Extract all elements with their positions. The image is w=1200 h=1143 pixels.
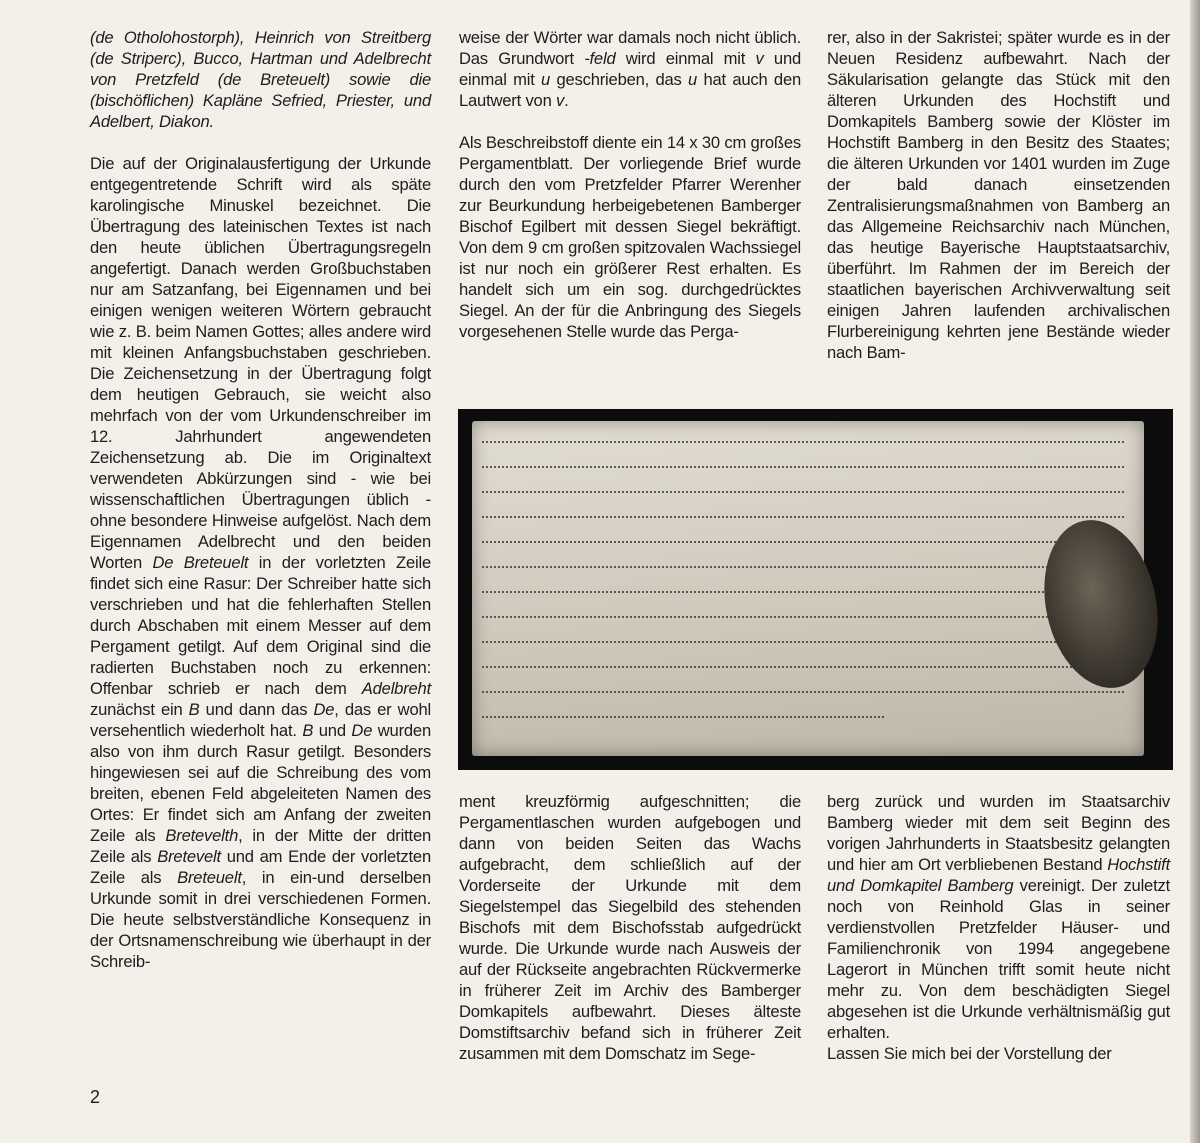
italic-term: Bretevelth	[165, 826, 239, 845]
manuscript-line	[482, 466, 1124, 470]
text-run: und	[313, 721, 352, 740]
text-column-middle-top	[459, 27, 801, 342]
manuscript-line	[482, 666, 1124, 670]
text-run: zunächst ein	[90, 700, 189, 719]
text-run: hat auch den Lautwert von	[459, 70, 802, 110]
archive-history-paragraph: rer, also in der Sakristei; später wurde es in der Neuen Residenz aufbewahrt. Nach der Säkularisation gelangte das Stück mit den älteren Urkunden des Hochstift und Domkapitels Bamberg sowie der Klöster im Hochstift Bamberg in den Besitz des Staates; die älteren Urkunden vor 1401 wurden im Zuge der bald danach einsetzenden Zentralisierungsmaßnahmen von Bamberg an das Allgemeine Reichsarchiv nach München, das heutige Bayerische Hauptstaatsarchiv, überführt. Im Rahmen der im Bereich der staatlichen bayerischen Archivverwaltung seit einigen Jahren laufenden archivalischen Flurbereinigung kehrten jene Bestände wieder nach Bam-	[827, 28, 1170, 362]
text-run: und dann das	[199, 700, 314, 719]
script-description-paragraph	[90, 153, 431, 972]
parchment-paragraph: Als Beschreibstoff diente ein 14 x 30 cm großes Pergamentblatt. Der vorliegende Brief wurde durch den vom Pretzfelder Pfarrer Werenher zur Beurkundung herbeigebetenen Bamberger Bischof Egilbert mit dessen Siegel bekräftigt. Von dem 9 cm großen spitzovalen Wachssiegel ist nur noch ein größerer Rest erhalten. Es handelt sich um ein sog. durchgedrücktes Siegel. An der für die Anbringung des Siegels vorgesehenen Stelle wurde das Perga-	[459, 133, 801, 341]
text-run: , in der Mitte der dritten Zeile als	[90, 826, 431, 866]
text-run: .	[564, 91, 569, 110]
manuscript-line	[482, 591, 1124, 595]
text-run: und einmal mit	[459, 49, 801, 89]
closing-paragraph: Lassen Sie mich bei der Vorstellung der	[827, 1044, 1112, 1063]
manuscript-line	[482, 541, 1124, 545]
manuscript-line	[482, 616, 1124, 620]
manuscript-line	[482, 716, 884, 720]
text-column-middle-bottom	[459, 791, 801, 1064]
text-run: und am Ende der vorletzten Zeile als	[90, 847, 431, 887]
seal-paragraph: ment kreuzförmig aufgeschnitten; die Pergamentlaschen wurden aufgebogen und dann von beiden Seiten das Wachs aufgebracht, dem schließlich auf der Vorderseite der Urkunde mit dem Siegelstempel das Siegelbild des stehenden Bischofs mit dem Bischofsstab aufgedrückt wurde. Die Urkunde wurde nach Ausweis der auf der Rückseite angebrachten Rückvermerke in früherer Zeit im Archiv des Bamberger Domkapitels aufbewahrt. Dieses älteste Domstiftsarchiv befand sich in früherer Zeit zusammen mit dem Domschatz im Sege-	[459, 792, 801, 1063]
italic-term: De	[313, 700, 335, 719]
witness-list-paragraph: (de Otholohostorph), Heinrich von Streitberg (de Striperc), Bucco, Hartman und Adelbrecht von Pretzfeld (de Breteuelt) sowie die (bischöflichen) Kapläne Sefried, Priester, und Adelbert, Diakon.	[90, 28, 431, 131]
text-run: in der vorletzten Zeile findet sich eine Rasur: Der Schreiber hatte sich verschrieben und hat die fehlerhaften Stellen durch Abschaben mit einem Messer auf dem Pergament getilgt. Auf dem Original sind die radierten Buchstaben noch zu erkennen: Offenbar schrieb er nach dem	[90, 553, 431, 698]
text-run: wird einmal mit	[615, 49, 756, 68]
text-run: , das er wohl versehentlich wiederholt hat.	[90, 700, 431, 740]
text-run: wurden also von ihm durch Rasur getilgt. Besonders hingewiesen sei auf die Schreibung des vom breiten, ebenen Feld abgeleiteten Namen des Ortes: Er findet sich am Anfang der zweiten Zeile als	[90, 721, 431, 845]
manuscript-line	[482, 491, 1124, 495]
italic-term: v	[556, 91, 565, 110]
text-run: geschrieben, das	[550, 70, 689, 89]
storage-paragraph	[827, 791, 1170, 1043]
manuscript-line	[482, 691, 1124, 695]
text-run: vereinigt. Der zuletzt noch von Reinhold Glas in seiner verdienstvollen Pretzfelder Häuser- und Familienchronik von 1994 angegebene Lagerort in München trifft somit heute nicht mehr zu. Von dem beschädigten Siegel abgesehen ist die Urkunde verhältnismäßig gut erhalten.	[827, 876, 1170, 1042]
text-column-right-top	[827, 27, 1170, 363]
italic-term: De	[351, 721, 373, 740]
charter-facsimile-image	[458, 409, 1173, 770]
italic-term: Adelbreht	[361, 679, 431, 698]
italic-term: Hochstift und Domkapitel Bamberg	[827, 855, 1170, 895]
manuscript-line	[482, 566, 1124, 570]
italic-term: Bretevelt	[157, 847, 221, 866]
italic-term: -feld	[584, 49, 616, 68]
text-run: berg zurück und wurden im Staatsarchiv Bamberg wieder mit dem seit Beginn des vorigen Jahrhunderts in Staatsbesitz gelangten und hier am Ort verbliebenen Bestand	[827, 792, 1170, 874]
manuscript-line	[482, 441, 1124, 445]
manuscript-line	[482, 641, 1124, 645]
italic-term: Breteuelt	[177, 868, 242, 887]
page-number: 2	[90, 1087, 101, 1107]
manuscript-line	[482, 516, 1124, 520]
italic-term: De Breteuelt	[152, 553, 249, 572]
text-column-left	[90, 27, 431, 972]
spelling-paragraph	[459, 27, 801, 111]
italic-term: B	[188, 700, 200, 719]
italic-term: u	[688, 70, 698, 89]
italic-term: B	[302, 721, 314, 740]
text-run: Die auf der Originalausfertigung der Urkunde entgegentretende Schrift wird als späte karolingische Minuskel bezeichnet. Die Übertragung des lateinischen Textes ist nach den heute üblichen Übertragungsregeln angefertigt. Danach werden Großbuchstaben nur am Satzanfang, bei Eigennamen und bei einigen wenigen weiteren Wörtern gebraucht wie z. B. beim Namen Gottes; alles andere wird mit kleinen Anfangsbuchstaben geschrieben. Die Zeichensetzung in der Übertragung folgt dem heutigen Gebrauch, sie weicht also mehrfach von der vom Urkundenschreiber im 12. Jahrhundert angewendeten Zeichensetzung ab. Die im Originaltext verwendeten Abkürzungen sind - wie bei wissenschaftlichen Übertragungen üblich - ohne besondere Hinweise aufgelöst. Nach dem Eigennamen Adelbrecht und den beiden Worten	[90, 154, 431, 572]
text-run: , in ein-und derselben Urkunde somit in drei verschiedenen Formen. Die heute selbstverständliche Konsequenz in der Ortsnamenschreibung wie überhaupt in der Schreib-	[90, 868, 431, 971]
italic-term: u	[541, 70, 551, 89]
text-run: weise der Wörter war damals noch nicht üblich. Das Grundwort	[459, 28, 801, 68]
text-column-right-bottom	[827, 791, 1170, 1064]
italic-term: v	[755, 49, 764, 68]
scan-edge	[1190, 0, 1200, 1143]
